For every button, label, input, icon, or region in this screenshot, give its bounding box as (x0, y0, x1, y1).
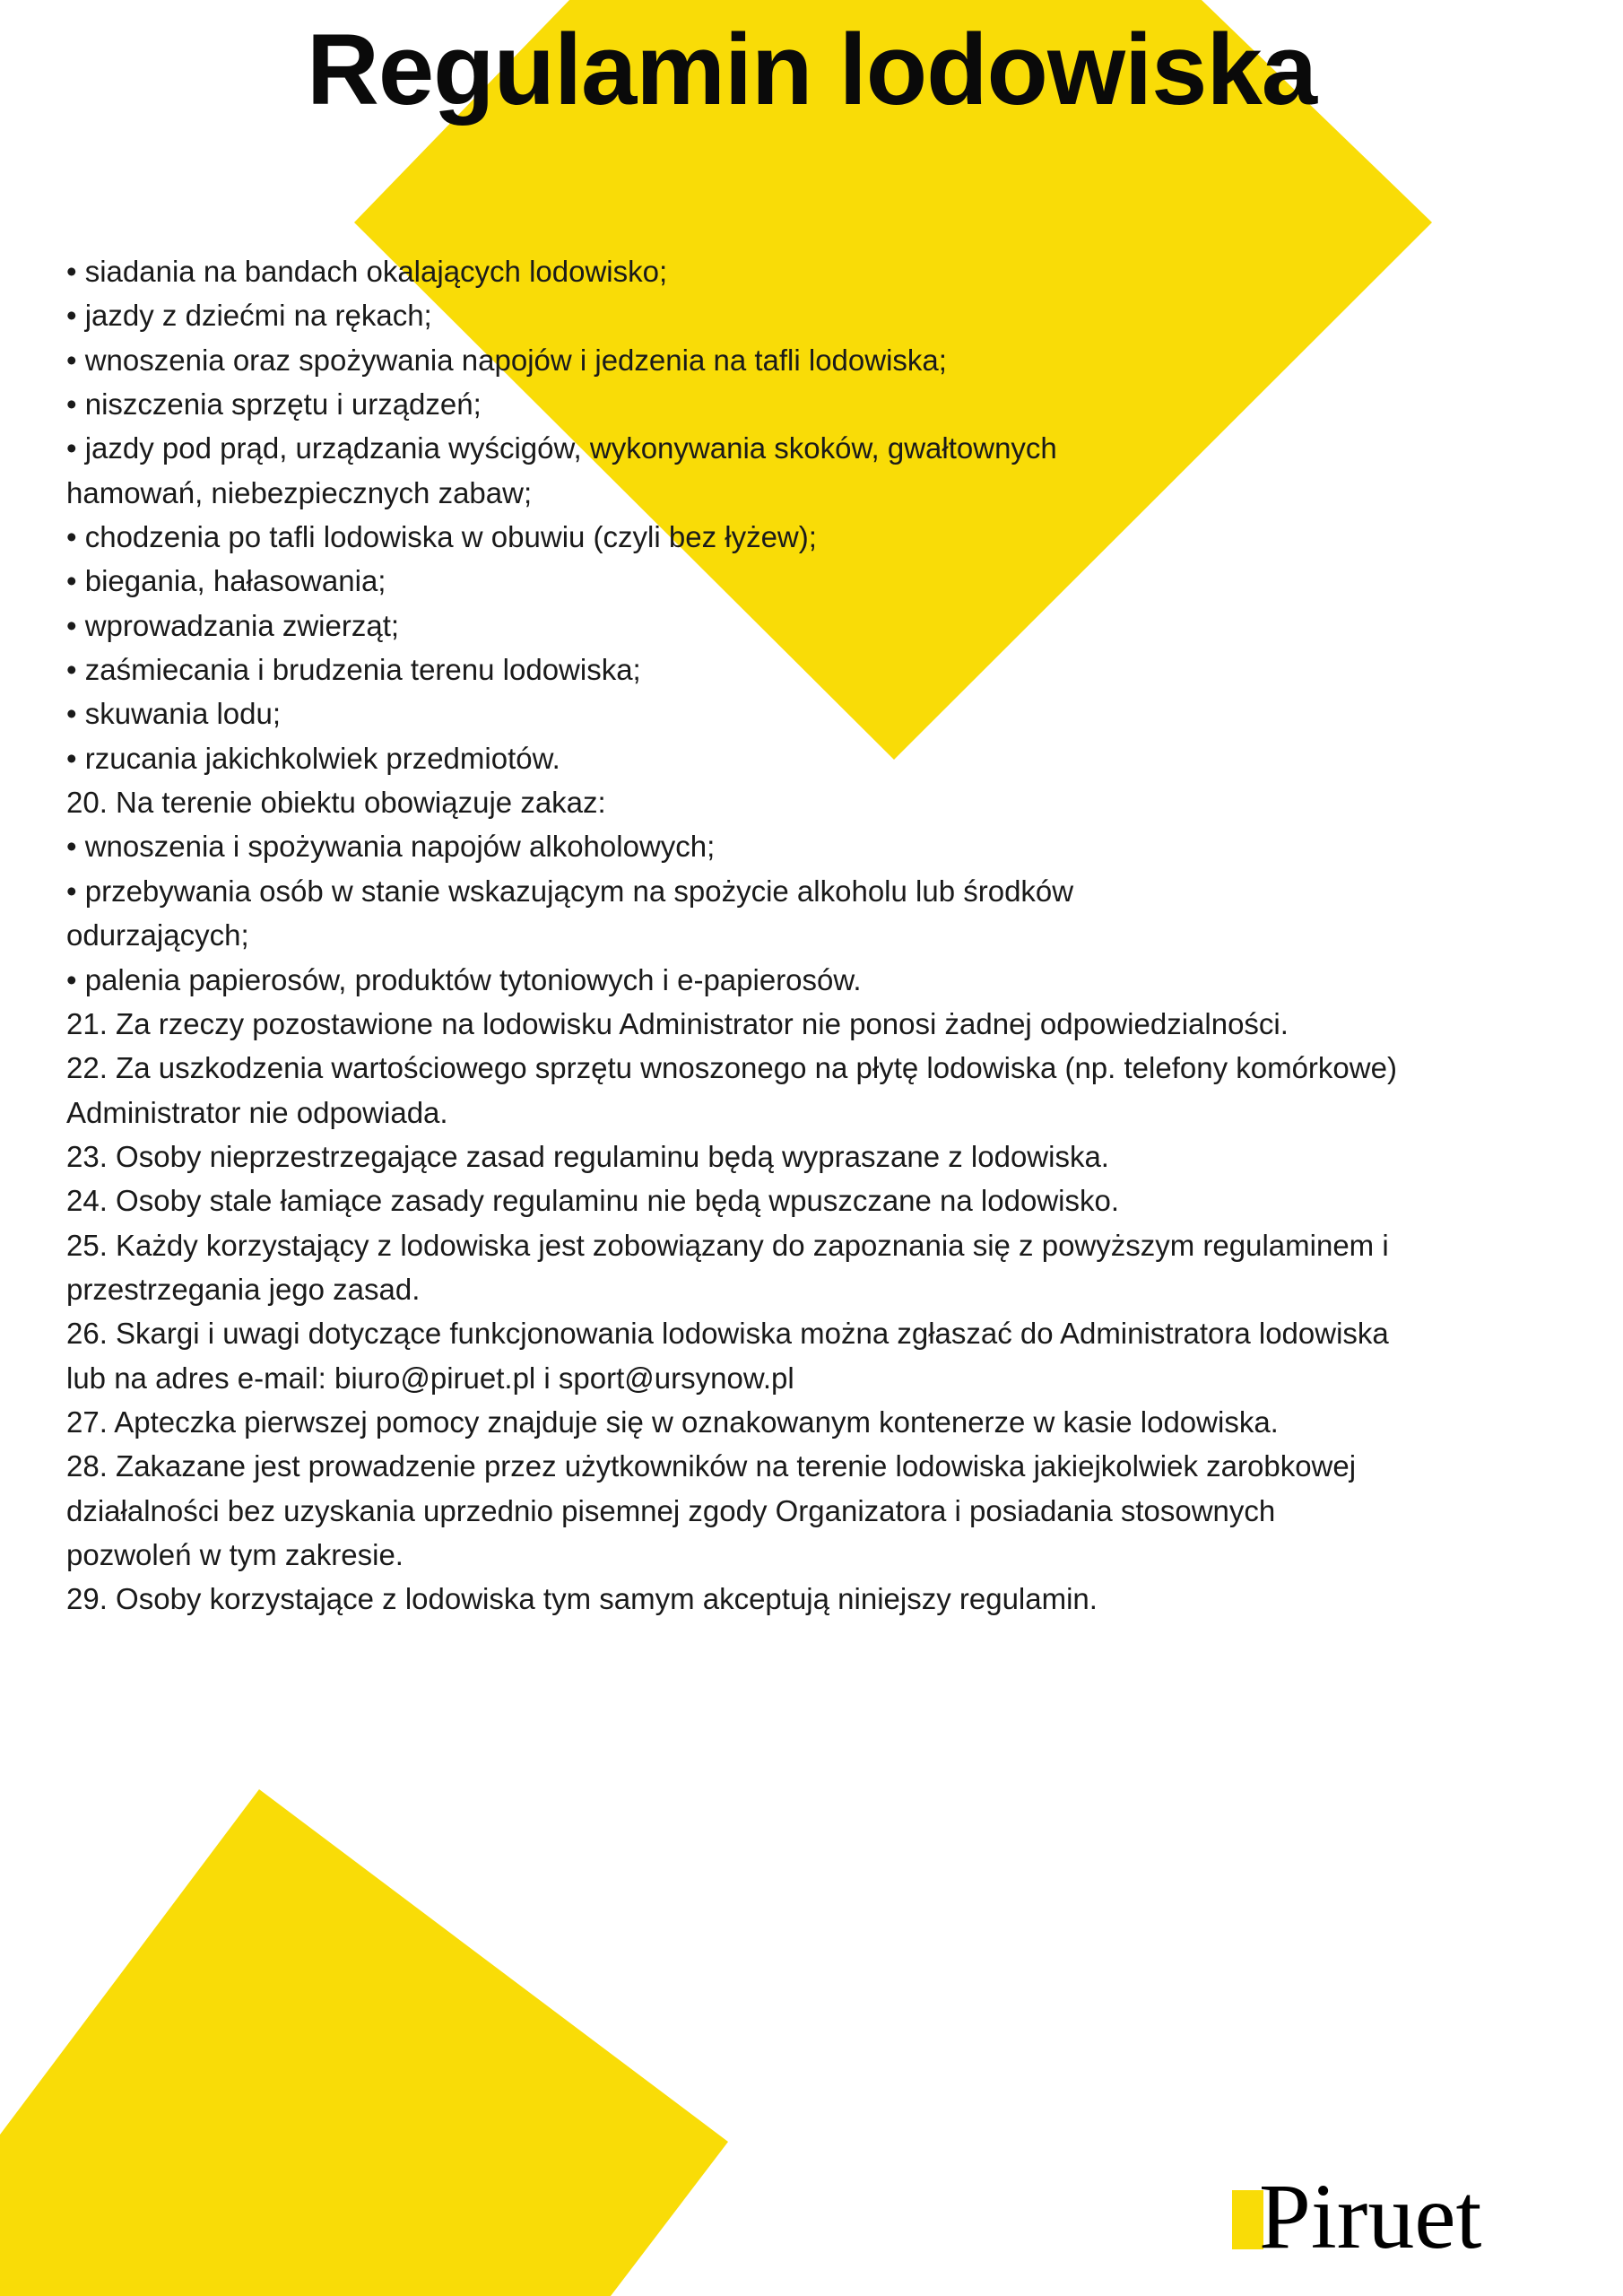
regulation-line: • chodzenia po tafli lodowiska w obuwiu (czyli bez łyżew); (66, 520, 817, 554)
regulation-line: 23. Osoby nieprzestrzegające zasad regulaminu będą wypraszane z lodowiska. (66, 1139, 1109, 1173)
regulation-line: • zaśmiecania i brudzenia terenu lodowiska; (66, 653, 641, 687)
regulation-line: • przebywania osób w stanie wskazującym na spożycie alkoholu lub środków (66, 874, 1074, 908)
regulation-line: 20. Na terenie obiektu obowiązuje zakaz: (66, 786, 606, 820)
regulation-line: hamowań, niebezpiecznych zabaw; (66, 475, 533, 509)
regulation-line: • palenia papierosów, produktów tytoniowych i e-papierosów. (66, 962, 862, 996)
logo-text: Piruet (1259, 2165, 1482, 2268)
regulation-line: • wnoszenia i spożywania napojów alkoholowych; (66, 830, 716, 864)
regulation-line: 25. Każdy korzystający z lodowiska jest zobowiązany do zapoznania się z powyższym regulaminem i (66, 1228, 1389, 1262)
regulation-line: • wprowadzania zwierząt; (66, 608, 400, 642)
regulation-line: Administrator nie odpowiada. (66, 1095, 448, 1129)
regulation-line: 27. Apteczka pierwszej pomocy znajduje się w oznakowanym kontenerze w kasie lodowiska. (66, 1405, 1279, 1439)
regulation-line: • skuwania lodu; (66, 697, 282, 731)
regulation-line: pozwoleń w tym zakresie. (66, 1537, 404, 1571)
regulation-line: • biegania, hałasowania; (66, 564, 386, 598)
regulation-line: 26. Skargi i uwagi dotyczące funkcjonowania lodowiska można zgłaszać do Administratora lodowiska (66, 1317, 1389, 1351)
regulation-line: lub na adres e-mail: biuro@piruet.pl i sport@ursynow.pl (66, 1361, 794, 1395)
regulation-line: działalności bez uzyskania uprzednio pisemnej zgody Organizatora i posiadania stosownych (66, 1493, 1276, 1527)
regulation-line: 22. Za uszkodzenia wartościowego sprzętu wnoszonego na płytę lodowiska (np. telefony komórkowe) (66, 1051, 1397, 1085)
regulation-line: odurzających; (66, 918, 249, 952)
page-title: Regulamin lodowiska (306, 13, 1317, 126)
regulation-line: 29. Osoby korzystające z lodowiska tym samym akceptują niniejszy regulamin. (66, 1582, 1098, 1616)
regulation-line: 28. Zakazane jest prowadzenie przez użytkowników na terenie lodowiska jakiejkolwiek zarobkowej (66, 1449, 1357, 1483)
yellow-shape-bottom (0, 1789, 728, 2296)
regulation-line: 24. Osoby stale łamiące zasady regulaminu nie będą wpuszczane na lodowisko. (66, 1184, 1119, 1218)
regulation-line: • jazdy pod prąd, urządzania wyścigów, wykonywania skoków, gwałtownych (66, 431, 1057, 465)
regulation-line: • siadania na bandach okalających lodowisko; (66, 255, 668, 288)
regulation-line: 21. Za rzeczy pozostawione na lodowisku Administrator nie ponosi żadnej odpowiedzialności. (66, 1006, 1289, 1040)
regulation-line: • wnoszenia oraz spożywania napojów i jedzenia na tafli lodowiska; (66, 343, 947, 377)
regulation-line: przestrzegania jego zasad. (66, 1272, 421, 1306)
regulation-line: • jazdy z dziećmi na rękach; (66, 299, 432, 333)
regulation-line: • niszczenia sprzętu i urządzeń; (66, 387, 482, 422)
regulations-text (66, 249, 1397, 1622)
regulation-line: • rzucania jakichkolwiek przedmiotów. (66, 741, 560, 775)
